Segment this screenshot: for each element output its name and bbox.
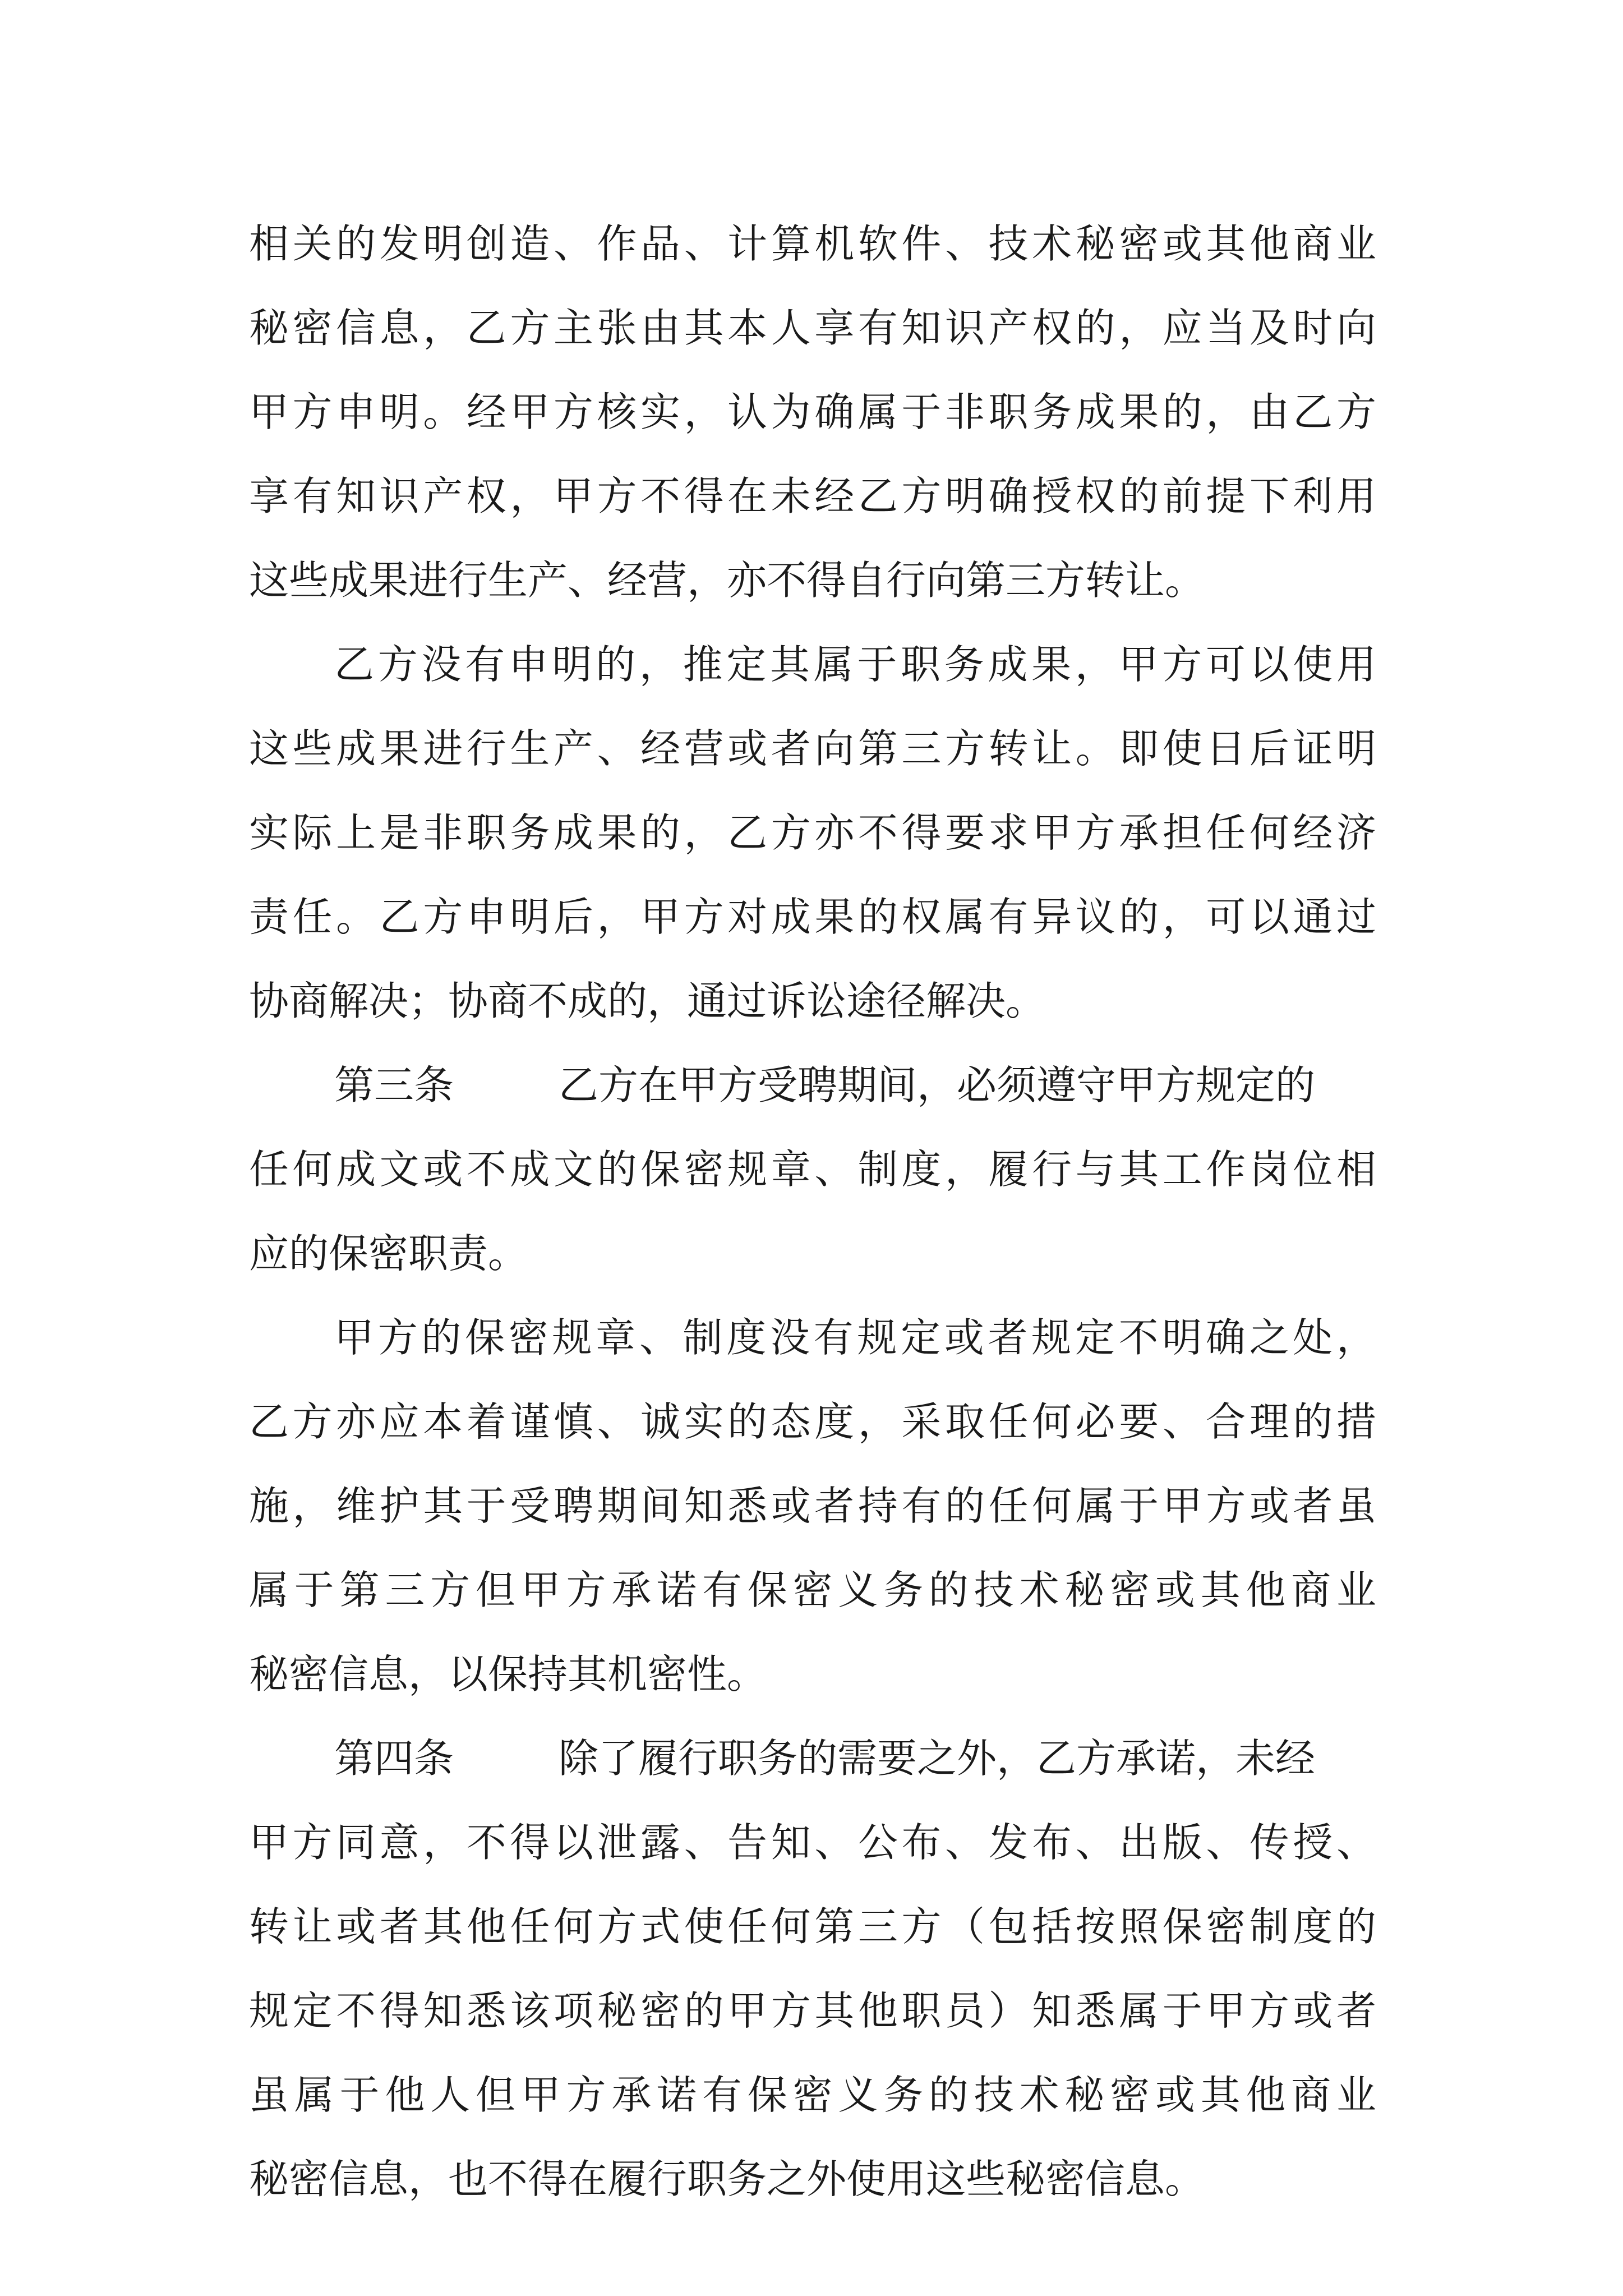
article-4-line-5: 虽属于他人但甲方承诺有保密义务的技术秘密或其他商业 — [249, 2072, 1376, 2118]
paragraph-1-line-2: 秘密信息，乙方主张由其本人享有知识产权的，应当及时向 — [249, 305, 1376, 351]
paragraph-1-line-4: 享有知识产权，甲方不得在未经乙方明确授权的前提下利用 — [249, 473, 1376, 519]
paragraph-2-line-2: 这些成果进行生产、经营或者向第三方转让。即使日后证明 — [249, 725, 1376, 772]
article-3-number: 第三条 — [334, 1062, 454, 1108]
article-4-number: 第四条 — [334, 1735, 454, 1782]
paragraph-2-line-3: 实际上是非职务成果的，乙方亦不得要求甲方承担任何经济 — [249, 809, 1376, 856]
document-body — [249, 202, 1376, 2221]
paragraph-1-line-5: 这些成果进行生产、经营，亦不得自行向第三方转让。 — [249, 557, 1205, 604]
paragraph-4-line-3: 施，维护其于受聘期间知悉或者持有的任何属于甲方或者虽 — [249, 1483, 1376, 1529]
article-3-line-2: 任何成文或不成文的保密规章、制度，履行与其工作岗位相 — [249, 1146, 1376, 1193]
paragraph-4-line-1: 甲方的保密规章、制度没有规定或者规定不明确之处， — [334, 1314, 1376, 1361]
paragraph-2-line-1: 乙方没有申明的，推定其属于职务成果，甲方可以使用 — [334, 641, 1376, 688]
paragraph-2-line-5: 协商解决；协商不成的，通过诉讼途径解决。 — [249, 978, 1046, 1024]
article-3-line-3: 应的保密职责。 — [249, 1230, 528, 1277]
paragraph-4-line-4: 属于第三方但甲方承诺有保密义务的技术秘密或其他商业 — [249, 1567, 1376, 1613]
article-3-line-1-text: 乙方在甲方受聘期间，必须遵守甲方规定的 — [559, 1062, 1316, 1108]
paragraph-2-line-4: 责任。乙方申明后，甲方对成果的权属有异议的，可以通过 — [249, 894, 1376, 940]
paragraph-4-line-2: 乙方亦应本着谨慎、诚实的态度，采取任何必要、合理的措 — [249, 1398, 1376, 1445]
paragraph-1-line-3: 甲方申明。经甲方核实，认为确属于非职务成果的，由乙方 — [249, 389, 1376, 435]
article-3-line-1 — [249, 1043, 1376, 1128]
article-4-line-6: 秘密信息，也不得在履行职务之外使用这些秘密信息。 — [249, 2156, 1205, 2202]
paragraph-1-line-1: 相关的发明创造、作品、计算机软件、技术秘密或其他商业 — [249, 220, 1376, 267]
article-4-line-4: 规定不得知悉该项秘密的甲方其他职员）知悉属于甲方或者 — [249, 1987, 1376, 2034]
article-4-line-1-text: 除了履行职务的需要之外，乙方承诺，未经 — [559, 1735, 1316, 1782]
article-4-line-2: 甲方同意，不得以泄露、告知、公布、发布、出版、传授、 — [249, 1819, 1376, 1866]
article-4-line-1 — [249, 1717, 1376, 1801]
paragraph-4-line-5: 秘密信息，以保持其机密性。 — [249, 1651, 767, 1697]
article-4-line-3: 转让或者其他任何方式使任何第三方（包括按照保密制度的 — [249, 1903, 1376, 1950]
